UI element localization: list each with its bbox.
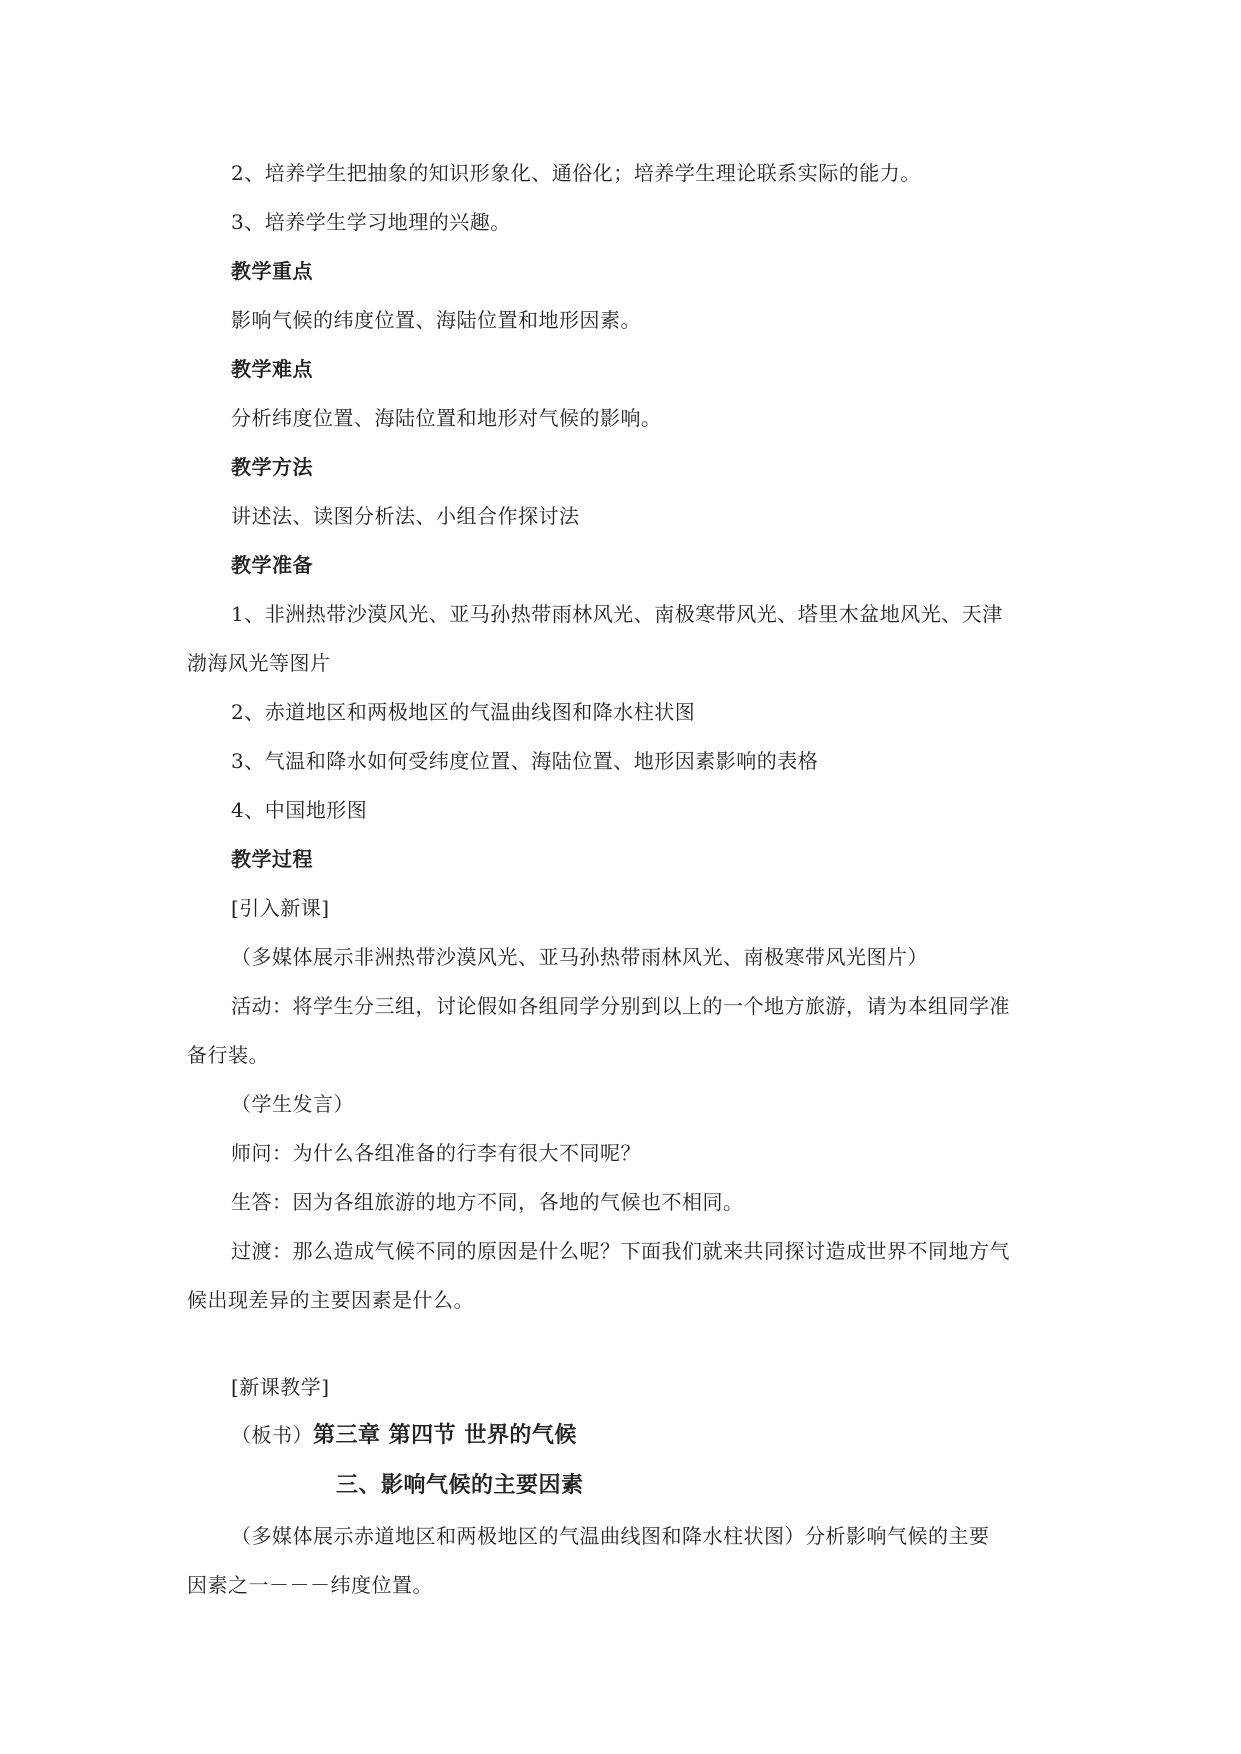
prep-item-1-line-a: 1、非洲热带沙漠风光、亚马孙热带雨林风光、南极寒带风光、塔里木盆地风光、天津: [231, 602, 1003, 626]
objective-line-2: 2、培养学生把抽象的知识形象化、通俗化；培养学生理论联系实际的能力。: [231, 161, 921, 185]
multimedia-show-1: （多媒体展示非洲热带沙漠风光、亚马孙热带雨林风光、南极寒带风光图片）: [231, 945, 928, 969]
student-speak: （学生发言）: [231, 1092, 354, 1116]
intro-label: [引入新课]: [231, 896, 330, 920]
teacher-question: 师问：为什么各组准备的行李有很大不同呢？: [231, 1141, 641, 1165]
board-line: [231, 1421, 577, 1450]
key-points-text: 影响气候的纬度位置、海陆位置和地形因素。: [231, 308, 641, 332]
objective-line-3: 3、培养学生学习地理的兴趣。: [231, 210, 511, 234]
transition-line-a: 过渡：那么造成气候不同的原因是什么呢？下面我们就来共同探讨造成世界不同地方气: [231, 1239, 1010, 1263]
heading-process: 教学过程: [231, 847, 313, 871]
heading-difficulties: 教学难点: [231, 357, 313, 381]
heading-methods: 教学方法: [231, 455, 313, 479]
difficulties-text: 分析纬度位置、海陆位置和地形对气候的影响。: [231, 406, 662, 430]
prep-item-2: 2、赤道地区和两极地区的气温曲线图和降水柱状图: [231, 700, 696, 724]
transition-line-b: 候出现差异的主要因素是什么。: [187, 1288, 474, 1312]
analysis-line-a: （多媒体展示赤道地区和两极地区的气温曲线图和降水柱状图）分析影响气候的主要: [231, 1524, 990, 1548]
heading-key-points: 教学重点: [231, 259, 313, 283]
board-title: 第三章 第四节 世界的气候: [313, 1423, 577, 1448]
section-subtitle: 三、影响气候的主要因素: [336, 1473, 584, 1498]
methods-text: 讲述法、读图分析法、小组合作探讨法: [231, 504, 580, 528]
new-lesson-label: [新课教学]: [231, 1375, 330, 1399]
prep-item-4: 4、中国地形图: [231, 798, 368, 822]
prep-item-1-line-b: 渤海风光等图片: [187, 651, 331, 675]
analysis-line-b: 因素之一－－－纬度位置。: [187, 1573, 433, 1597]
board-prefix: （板书）: [231, 1423, 313, 1447]
activity-line-a: 活动：将学生分三组，讨论假如各组同学分别到以上的一个地方旅游，请为本组同学准: [231, 994, 1010, 1018]
activity-line-b: 备行装。: [187, 1043, 269, 1067]
student-answer: 生答：因为各组旅游的地方不同，各地的气候也不相同。: [231, 1190, 744, 1214]
heading-preparation: 教学准备: [231, 553, 313, 577]
prep-item-3: 3、气温和降水如何受纬度位置、海陆位置、地形因素影响的表格: [231, 749, 819, 773]
